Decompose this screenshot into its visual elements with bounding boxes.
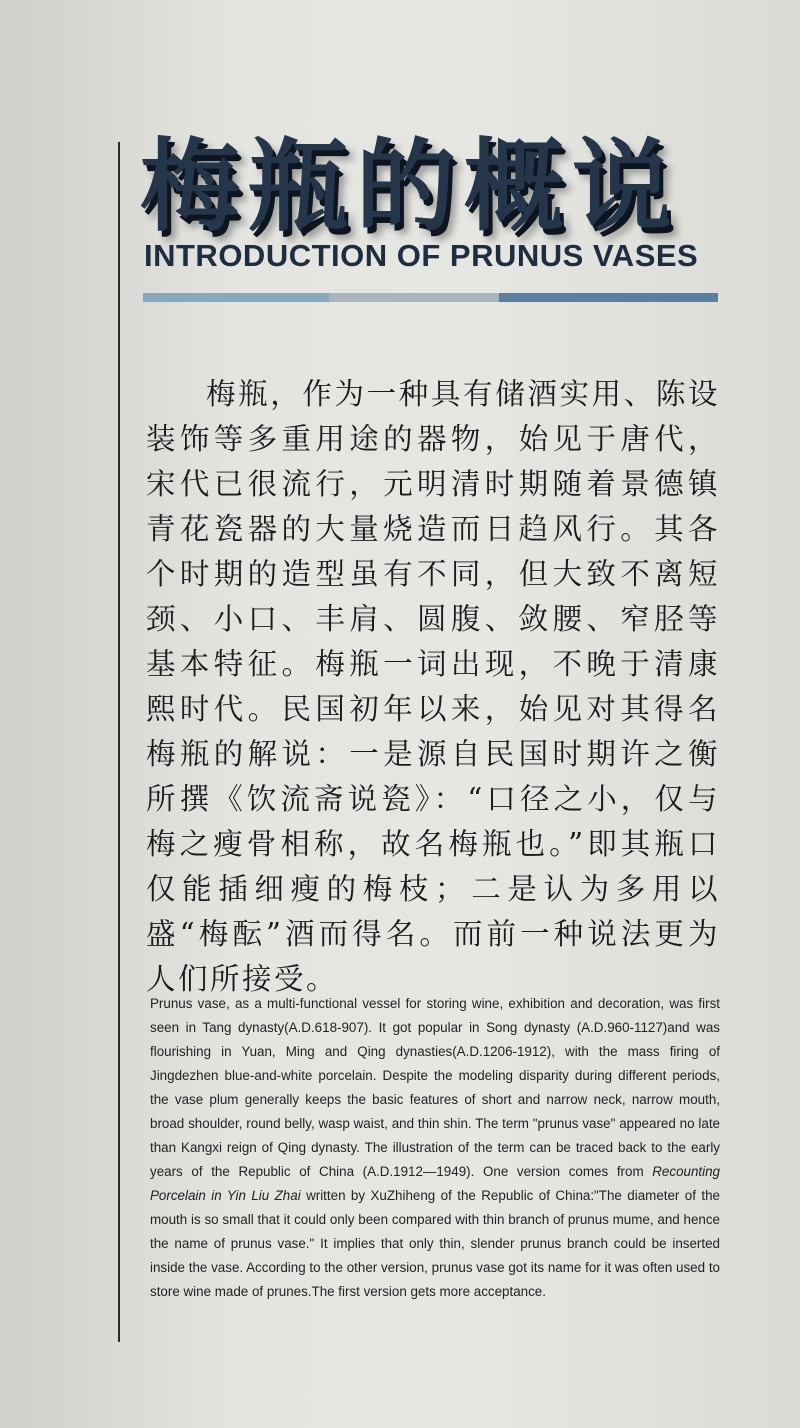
- english-text-part-1: Prunus vase, as a multi-functional vessel for storing wine, exhibition and decoration, was first seen in Tang dynasty(A.D.618-907). It got popular in Song dynasty (A.D.960-1127)and was flourishing in Yuan, Ming and Qing dynasties(A.D.1206-1912), with the mass firing of Jingdezhen blue-and-white porcelain. Despite the modeling disparity during different periods, the vase plum generally keeps the basic features of short and narrow neck, narrow mouth, broad shoulder, round belly, wasp waist, and thin shin. The term "prunus vase" appeared no late than Kangxi reign of Qing dynasty. The illustration of the term can be traced back to the early years of the Republic of China (A.D.1912—1949). One version comes from: [150, 996, 720, 1179]
- chinese-body-text: 梅瓶，作为一种具有储酒实用、陈设装饰等多重用途的器物，始见于唐代，宋代已很流行，元明清时期随着景德镇青花瓷器的大量烧造而日趋风行。其各个时期的造型虽有不同，但大致不离短颈、小口、丰肩、圆腹、敛腰、窄胫等基本特征。梅瓶一词出现，不晚于清康熙时代。民国初年以来，始见对其得名梅瓶的解说：一是源自民国时期许之衡所撰《饮流斋说瓷》：“口径之小，仅与梅之瘦骨相称，故名梅瓶也。”即其瓶口仅能插细瘦的梅枝；二是认为多用以盛“梅酝”酒而得名。而前一种说法更为人们所接受。: [146, 377, 720, 996]
- title-underline-segment-light: [143, 293, 329, 302]
- page-title-chinese: 梅瓶的概说: [140, 128, 680, 245]
- title-underline-segment-dark: [499, 293, 718, 302]
- title-underline-segment-grey: [329, 293, 499, 302]
- page-title-english: INTRODUCTION OF PRUNUS VASES: [144, 238, 699, 273]
- english-text-part-2: written by XuZhiheng of the Republic of China:"The diameter of the mouth is so small that it could only been compared with thin branch of prunus mume, and hence the name of prunus vase." It implies that only thin, slender prunus branch could be inserted inside the vase. According to the other version, prunus vase got its name for it was often used to store wine made of prunes.The first version gets more acceptance.: [150, 1188, 720, 1299]
- book-title: Recounting Porcelain in Yin Liu Zhai: [150, 1164, 720, 1203]
- left-vertical-rule: [118, 142, 120, 1342]
- english-body-text: [150, 992, 720, 1304]
